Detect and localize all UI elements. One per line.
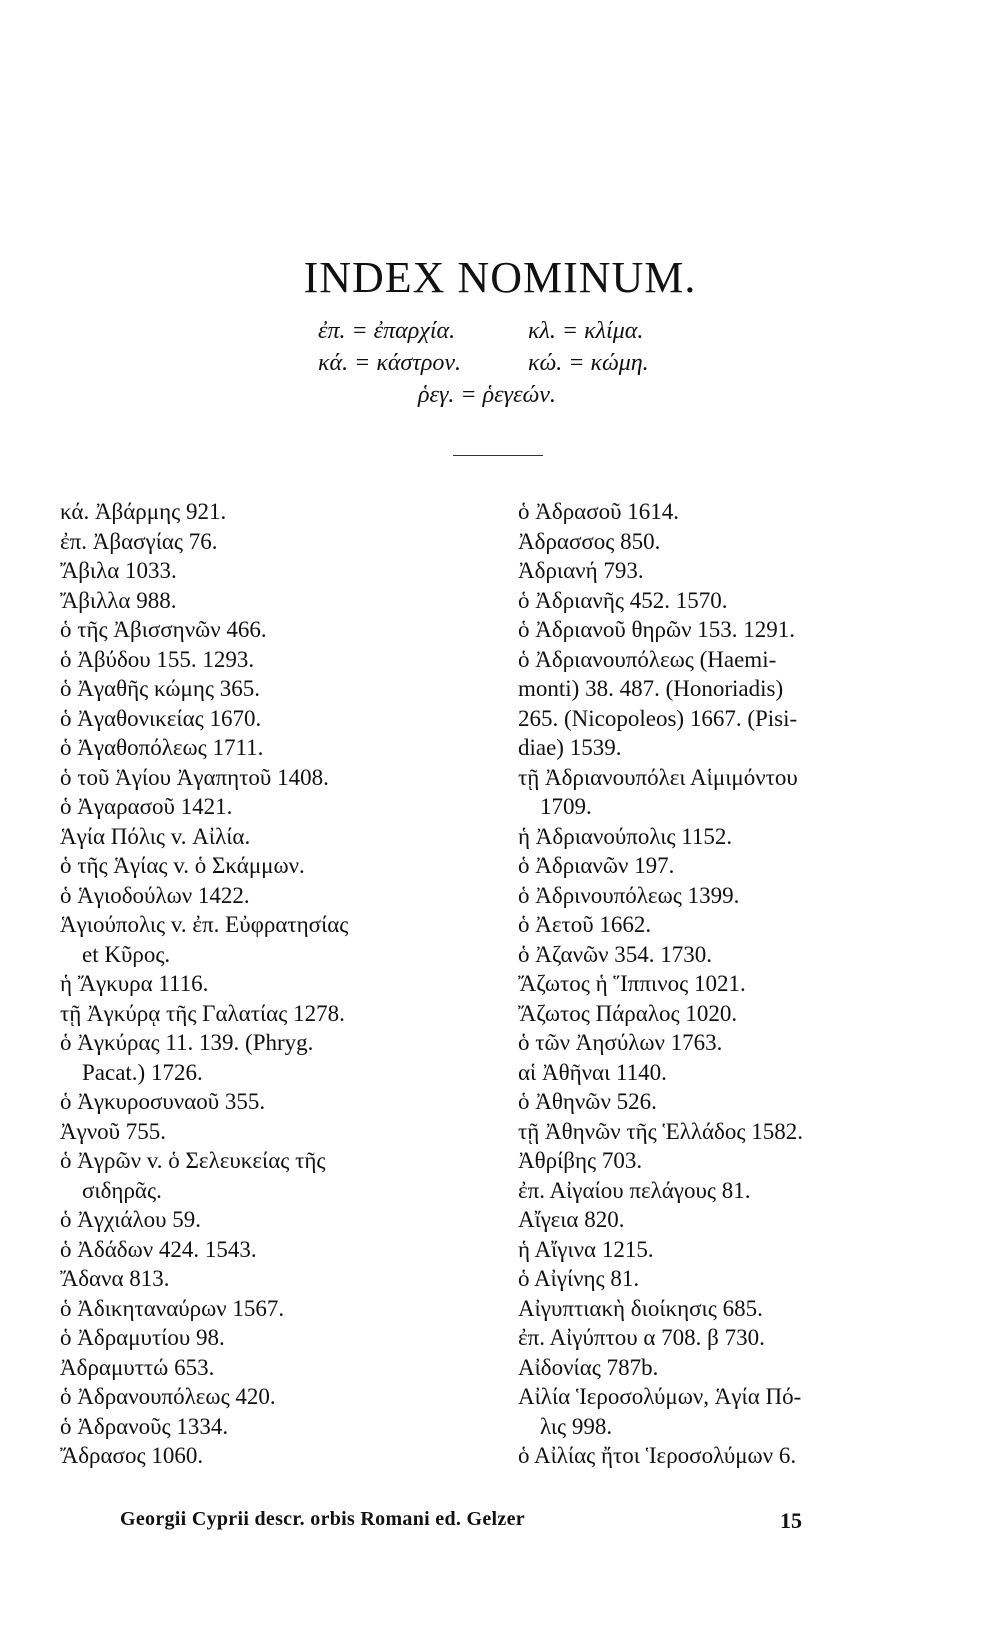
index-entry: ὁ Ἀγαθοπόλεως 1711. [60, 735, 264, 760]
index-entry: ὁ Ἀδριανῆς 452. 1570. [518, 587, 728, 613]
index-entry: ὁ Ἀδριανῶν 197. [518, 853, 675, 878]
abbreviation-kome: κώ. = κώμη. [528, 350, 649, 376]
index-entry: Ἁγιούπολις v. ἐπ. Εὐφρατησίας [60, 912, 349, 937]
index-column-left [60, 497, 510, 1471]
index-entry: Ἁγία Πόλις v. Αἰλία. [60, 823, 251, 849]
index-entry: ὁ Ἀδριανουπόλεως (Haemi- [518, 646, 777, 672]
index-entry: monti) 38. 487. (Honoriadis) [518, 676, 784, 701]
index-entry: αἱ Ἀθῆναι 1140. [518, 1059, 667, 1085]
index-entry: 1709. [540, 794, 592, 819]
index-entry: ὁ Ἀετοῦ 1662. [518, 912, 652, 937]
index-entry: ὁ Ἀγαθονικείας 1670. [60, 705, 262, 731]
page-title: INDEX NOMINUM. [303, 253, 697, 302]
index-entry: ὁ Ἀγαθῆς κώμης 365. [60, 676, 260, 701]
index-entry: ὁ Ἁγιοδούλων 1422. [60, 882, 250, 908]
index-entry: diae) 1539. [518, 735, 622, 760]
index-entry: σιδηρᾶς. [82, 1177, 162, 1203]
index-entry: Αἴγεια 820. [518, 1207, 625, 1232]
footer-source: Georgii Cyprii descr. orbis Romani ed. Gelzer [120, 1508, 525, 1530]
index-entry: ἐπ. Ἀβασγίας 76. [60, 528, 218, 554]
page-number: 15 [780, 1508, 802, 1533]
index-entry: λις 998. [540, 1413, 613, 1439]
index-entry: ἡ Ἄγκυρα 1116. [60, 971, 209, 996]
index-entry: Pacat.) 1726. [82, 1059, 203, 1085]
index-entry: ὁ τῆς Ἀβισσηνῶν 466. [60, 617, 267, 642]
index-entry: ὁ Ἀγαρασοῦ 1421. [60, 794, 233, 819]
index-entry: Αἰδονίας 787b. [518, 1354, 659, 1380]
index-entry: ὁ Ἀδάδων 424. 1543. [60, 1236, 257, 1262]
abbreviation-kastron: κά. = κάστρον. [318, 350, 462, 376]
index-entry: ὁ Ἀθηνῶν 526. [518, 1089, 657, 1114]
index-entry: ὁ Ἀδραμυτίου 98. [60, 1325, 225, 1350]
index-column-right [518, 497, 958, 1471]
index-entry: et Κῦρος. [82, 941, 171, 967]
index-entry: τῇ Ἀδριανουπόλει Αἱμιμόντου [518, 764, 798, 790]
index-entry: ὁ Ἀγκύρας 11. 139. (Phryg. [60, 1030, 314, 1055]
index-entry: ὁ Ἀγρῶν v. ὁ Σελευκείας τῆς [60, 1148, 326, 1173]
section-divider [453, 455, 543, 456]
abbreviation-eparchia: ἐπ. = ἐπαρχία. [318, 318, 456, 344]
index-entry: ἐπ. Αἰγαίου πελάγους 81. [518, 1177, 751, 1203]
index-entry: ὁ Ἀδρινουπόλεως 1399. [518, 882, 740, 908]
index-entry: Ἄζωτος Πάραλος 1020. [518, 1000, 738, 1026]
index-entry: Ἀδριανή 793. [518, 558, 644, 583]
index-entry: Ἄβιλα 1033. [60, 558, 177, 583]
index-entry: Αἰλία Ἱεροσολύμων, Ἁγία Πό- [518, 1384, 802, 1409]
index-entry: τῇ Ἀγκύρᾳ τῆς Γαλατίας 1278. [60, 1000, 345, 1026]
index-entry: κά. Ἀβάρμης 921. [60, 499, 227, 524]
index-entry: ὁ Ἀδρασοῦ 1614. [518, 499, 680, 524]
index-entry: Ἄβιλλα 988. [60, 587, 177, 613]
index-entry: ἐπ. Αἰγύπτου α 708. β 730. [518, 1325, 765, 1350]
index-entry: ἡ Ἀδριανούπολις 1152. [518, 823, 733, 849]
index-entry: Ἀθρίβης 703. [518, 1148, 643, 1173]
index-entry: ὁ Ἀβύδου 155. 1293. [60, 646, 255, 672]
index-entry: Ἀδρασσος 850. [518, 528, 661, 554]
index-entry: ἡ Αἴγινα 1215. [518, 1236, 654, 1262]
index-entry: Ἀδραμυττώ 653. [60, 1354, 215, 1380]
index-entry: Ἄδανα 813. [60, 1266, 170, 1291]
index-entry: Ἀγνοῦ 755. [60, 1118, 167, 1144]
index-entry: ὁ Ἀδρανοῦς 1334. [60, 1413, 229, 1439]
index-entry: 265. (Nicopoleos) 1667. (Pisi- [518, 705, 798, 731]
index-entry: Αἰγυπτιακὴ διοίκησις 685. [518, 1295, 763, 1321]
index-entry: Ἄδρασος 1060. [60, 1443, 204, 1468]
index-entry: Ἄζωτος ἡ Ἵππινος 1021. [518, 971, 746, 996]
index-entry: ὁ Ἀγκυροσυναοῦ 355. [60, 1089, 266, 1114]
index-entry: ὁ Ἀδριανοῦ θηρῶν 153. 1291. [518, 617, 796, 642]
index-entry: ὁ Ἀγχιάλου 59. [60, 1207, 202, 1232]
index-entry: τῇ Ἀθηνῶν τῆς Ἑλλάδος 1582. [518, 1118, 803, 1144]
abbreviation-klima: κλ. = κλίμα. [528, 318, 644, 344]
abbreviation-regeon: ῥεγ. = ῥεγεών. [418, 382, 556, 408]
index-entry: ὁ τῆς Ἁγίας v. ὁ Σκάμμων. [60, 853, 305, 878]
index-entry: ὁ Ἀδικηταναύρων 1567. [60, 1295, 285, 1321]
index-entry: ὁ τοῦ Ἁγίου Ἀγαπητοῦ 1408. [60, 764, 329, 790]
index-entry: ὁ Ἀδρανουπόλεως 420. [60, 1384, 276, 1409]
index-entry: ὁ Ἀζανῶν 354. 1730. [518, 941, 713, 967]
index-entry: ὁ Αἰγίνης 81. [518, 1266, 640, 1291]
index-entry: ὁ Αἰλίας ἤτοι Ἱεροσολύμων 6. [518, 1443, 797, 1468]
index-entry: ὁ τῶν Ἀησύλων 1763. [518, 1030, 723, 1055]
